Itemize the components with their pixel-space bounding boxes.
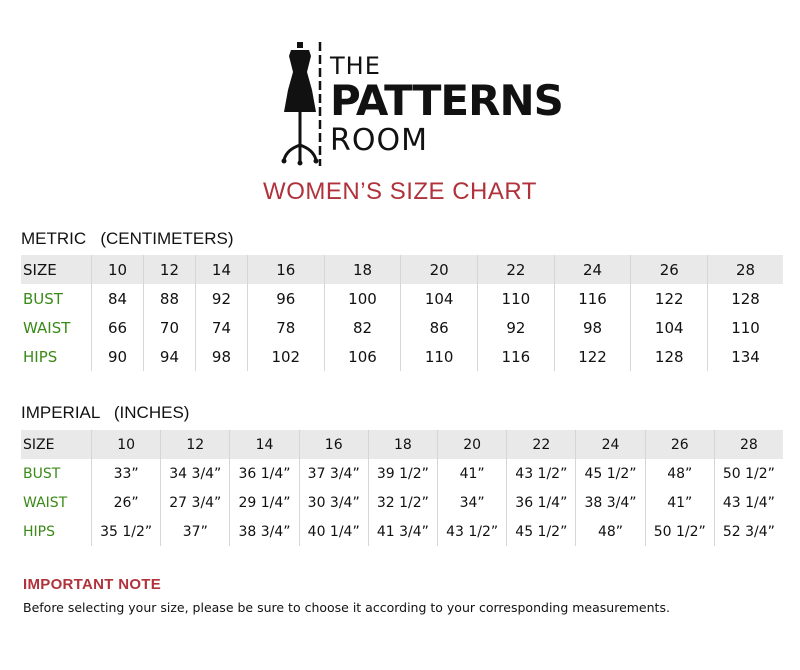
metric-value-cell: 110 [731,318,760,337]
imperial-value-cell: 37 3/4” [299,459,368,488]
imperial-size-cell: 22 [507,430,576,459]
imperial-value-cell: 35 1/2” [92,517,161,546]
imperial-value-cell: 39 1/2” [368,459,437,488]
imperial-value-cell: 32 1/2” [368,488,437,517]
imperial-section-title: IMPERIAL (INCHES) [21,403,190,422]
metric-value-cell: 82 [324,313,401,342]
metric-value-cell: 102 [247,342,324,371]
metric-value-cell: 122 [554,342,631,371]
metric-size-cell: 22 [478,255,555,284]
metric-header-row [21,255,783,284]
metric-size-cell: 16 [247,255,324,284]
metric-value-cell: 134 [731,347,760,366]
logo-line-patterns: PATTERNS [330,76,563,125]
imperial-table [21,430,783,546]
metric-value-cell: 90 [92,342,144,371]
imperial-size-cell: 26 [645,430,714,459]
metric-value-cell: 104 [401,284,478,313]
imperial-value-cell: 52 3/4” [722,523,775,540]
imperial-value-cell: 50 1/2” [722,465,775,482]
metric-size-cell: 26 [631,255,708,284]
imperial-size-cell: 20 [438,430,507,459]
metric-value-cell: 98 [554,313,631,342]
imperial-value-cell: 34 3/4” [161,459,230,488]
imperial-value-cell: 38 3/4” [576,488,645,517]
metric-value-cell: 70 [143,313,195,342]
imperial-size-cell: 18 [368,430,437,459]
imperial-value-cell: 41” [645,488,714,517]
metric-size-cell: 10 [92,255,144,284]
metric-value-cell: 98 [195,342,247,371]
metric-value-cell: 128 [631,342,708,371]
imperial-size-cell: 24 [576,430,645,459]
imperial-value-cell: 48” [576,517,645,546]
metric-value-cell: 66 [92,313,144,342]
imperial-value-cell: 50 1/2” [645,517,714,546]
metric-value-cell: 100 [324,284,401,313]
imperial-value-cell: 37” [161,517,230,546]
chart-title: WOMEN’S SIZE CHART [263,178,537,205]
imperial-value-cell: 45 1/2” [576,459,645,488]
logo-line-room: ROOM [330,123,428,158]
logo-line-the: THE [330,52,381,80]
metric-value-cell: 96 [247,284,324,313]
metric-value-cell: 84 [92,284,144,313]
metric-value-cell: 106 [324,342,401,371]
imperial-header-label: SIZE [21,430,92,459]
metric-size-cell: 18 [324,255,401,284]
metric-row-bust [21,284,783,313]
imperial-row-bust [21,459,783,488]
metric-row-hips [21,342,783,371]
imperial-size-cell: 28 [714,430,783,459]
metric-value-cell: 110 [478,284,555,313]
imperial-size-cell: 10 [92,430,161,459]
metric-value-cell: 116 [478,342,555,371]
imperial-row-label: WAIST [21,488,92,517]
imperial-value-cell: 33” [92,459,161,488]
imperial-value-cell: 26” [92,488,161,517]
imperial-header-row [21,430,783,459]
metric-value-cell: 116 [554,284,631,313]
logo-wordmark [330,54,563,156]
metric-row-label: BUST [21,284,92,313]
imperial-value-cell: 43 1/2” [507,459,576,488]
metric-size-cell: 14 [195,255,247,284]
important-note-title: IMPORTANT NOTE [23,576,162,593]
metric-value-cell: 78 [247,313,324,342]
imperial-value-cell: 43 1/4” [722,494,775,511]
metric-row-waist [21,313,783,342]
metric-value-cell: 128 [731,289,760,308]
imperial-row-label: BUST [21,459,92,488]
imperial-value-cell: 36 1/4” [507,488,576,517]
imperial-value-cell: 29 1/4” [230,488,299,517]
metric-value-cell: 104 [631,313,708,342]
imperial-value-cell: 38 3/4” [230,517,299,546]
imperial-size-cell: 16 [299,430,368,459]
metric-size-cell: 28 [708,255,783,284]
metric-value-cell: 110 [401,342,478,371]
imperial-value-cell: 45 1/2” [507,517,576,546]
imperial-row-waist [21,488,783,517]
imperial-value-cell: 34” [438,488,507,517]
imperial-value-cell: 30 3/4” [299,488,368,517]
imperial-value-cell: 36 1/4” [230,459,299,488]
imperial-size-cell: 12 [161,430,230,459]
imperial-row-label: HIPS [21,517,92,546]
metric-row-label: WAIST [21,313,92,342]
metric-size-cell: 24 [554,255,631,284]
imperial-value-cell: 43 1/2” [438,517,507,546]
metric-value-cell: 92 [195,284,247,313]
imperial-row-hips [21,517,783,546]
metric-value-cell: 88 [143,284,195,313]
imperial-value-cell: 41” [438,459,507,488]
metric-value-cell: 92 [478,313,555,342]
metric-size-cell: 12 [143,255,195,284]
metric-row-label: HIPS [21,342,92,371]
imperial-size-cell: 14 [230,430,299,459]
metric-size-cell: 20 [401,255,478,284]
measuring-line-icon [312,42,328,166]
metric-value-cell: 122 [631,284,708,313]
metric-header-label: SIZE [21,255,92,284]
metric-value-cell: 86 [401,313,478,342]
metric-table [21,255,783,371]
imperial-value-cell: 40 1/4” [299,517,368,546]
metric-value-cell: 94 [143,342,195,371]
important-note-text: Before selecting your size, please be sure to choose it according to your corresponding measurements. [23,600,670,615]
brand-logo [272,40,563,170]
imperial-value-cell: 41 3/4” [368,517,437,546]
metric-section-title: METRIC (CENTIMETERS) [21,229,234,248]
metric-value-cell: 74 [195,313,247,342]
imperial-value-cell: 27 3/4” [161,488,230,517]
imperial-value-cell: 48” [645,459,714,488]
